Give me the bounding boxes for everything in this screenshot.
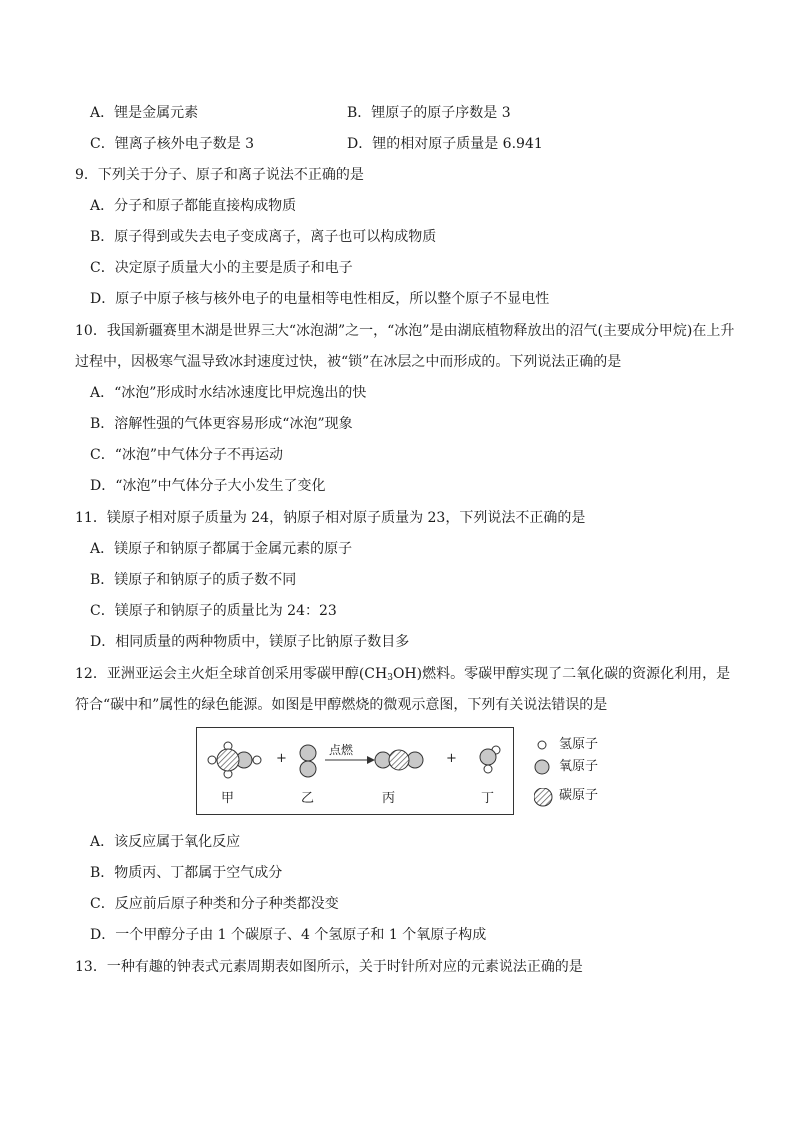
q10-stem-line2: 过程中，因极寒气温导致冰封速度过快，被“锁”在冰层之中而形成的。下列说法正确的是 [75, 354, 622, 370]
q9-option-d: D．原子中原子核与核外电子的电量相等电性相反，所以整个原子不显电性 [90, 291, 550, 307]
plus-sign-2: + [446, 751, 457, 766]
q9-option-b: B．原子得到或失去电子变成离子，离子也可以构成物质 [90, 229, 437, 245]
q12-stem-line1 [75, 664, 730, 688]
plus-sign-1: + [276, 751, 287, 766]
hydrogen-atom-icon [534, 737, 554, 753]
legend-oxygen-label: 氧原子 [559, 759, 599, 774]
q12-option-a: A．该反应属于氧化反应 [90, 834, 241, 850]
q9-option-c: C．决定原子质量大小的主要是质子和电子 [90, 260, 353, 276]
q11-option-a: A．镁原子和钠原子都属于金属元素的原子 [90, 541, 353, 557]
legend-hydrogen-label: 氢原子 [559, 737, 599, 752]
q12-option-c: C．反应前后原子种类和分子种类都没变 [90, 896, 339, 912]
legend-carbon [534, 788, 614, 808]
q9-stem: 9．下列关于分子、原子和离子说法不正确的是 [75, 167, 364, 183]
methanol-molecule [208, 742, 261, 778]
q8-option-a: A．锂是金属元素 [90, 105, 199, 121]
water-molecule [480, 746, 500, 773]
carbon-dioxide-molecule [375, 750, 423, 770]
q12-stem-text-post: OH)燃料。零碳甲醇实现了二氧化碳的资源化利用，是 [392, 666, 731, 682]
q12-stem-text-pre: 12．亚洲亚运会主火炬全球首创采用零碳甲醇(CH [75, 666, 388, 682]
q8-option-c: C．锂离子核外电子数是 3 [90, 136, 255, 152]
legend-oxygen [534, 759, 614, 775]
q8-option-d: D．锂的相对原子质量是 6.941 [347, 136, 543, 152]
reaction-diagram [196, 727, 514, 815]
reaction-diagram-drawing [197, 728, 515, 816]
q10-stem-line1: 10．我国新疆赛里木湖是世界三大“冰泡湖”之一，“冰泡”是由湖底植物释放出的沼气(主要成分甲烷)在上升 [75, 323, 735, 339]
carbon-atom-icon [534, 788, 556, 810]
q11-option-d: D．相同质量的两种物质中，镁原子比钠原子数目多 [90, 634, 410, 650]
q12-subscript: 3 [387, 673, 393, 683]
q8-option-b: B．锂原子的原子序数是 3 [347, 105, 511, 121]
oxygen-molecule [300, 745, 316, 777]
label-yi: 乙 [301, 791, 315, 806]
q9-option-a: A．分子和原子都能直接构成物质 [90, 198, 297, 214]
arrow-condition-label: 点燃 [329, 743, 354, 757]
legend-carbon-label: 碳原子 [559, 788, 599, 803]
q10-option-c: C．“冰泡”中气体分子不再运动 [90, 447, 284, 463]
legend-hydrogen [534, 737, 614, 753]
q11-option-b: B．镁原子和钠原子的质子数不同 [90, 572, 297, 588]
label-jia: 甲 [221, 791, 235, 806]
q12-option-b: B．物质丙、丁都属于空气成分 [90, 865, 283, 881]
q12-option-d: D．一个甲醇分子由 1 个碳原子、4 个氢原子和 1 个氧原子构成 [90, 927, 487, 943]
q10-option-b: B．溶解性强的气体更容易形成“冰泡”现象 [90, 416, 353, 432]
q11-stem: 11．镁原子相对原子质量为 24，钠原子相对原子质量为 23，下列说法不正确的是 [75, 510, 586, 526]
label-bing: 丙 [382, 791, 396, 806]
q12-stem-line2: 符合“碳中和”属性的绿色能源。如图是甲醇燃烧的微观示意图，下列有关说法错误的是 [75, 697, 608, 713]
q11-option-c: C．镁原子和钠原子的质量比为 24：23 [90, 603, 337, 619]
label-ding: 丁 [481, 791, 495, 806]
oxygen-atom-icon [534, 759, 554, 777]
q10-option-d: D．“冰泡”中气体分子大小发生了变化 [90, 478, 326, 494]
q10-option-a: A．“冰泡”形成时水结冰速度比甲烷逸出的快 [90, 385, 367, 401]
q13-stem: 13．一种有趣的钟表式元素周期表如图所示，关于时针所对应的元素说法正确的是 [75, 959, 583, 975]
